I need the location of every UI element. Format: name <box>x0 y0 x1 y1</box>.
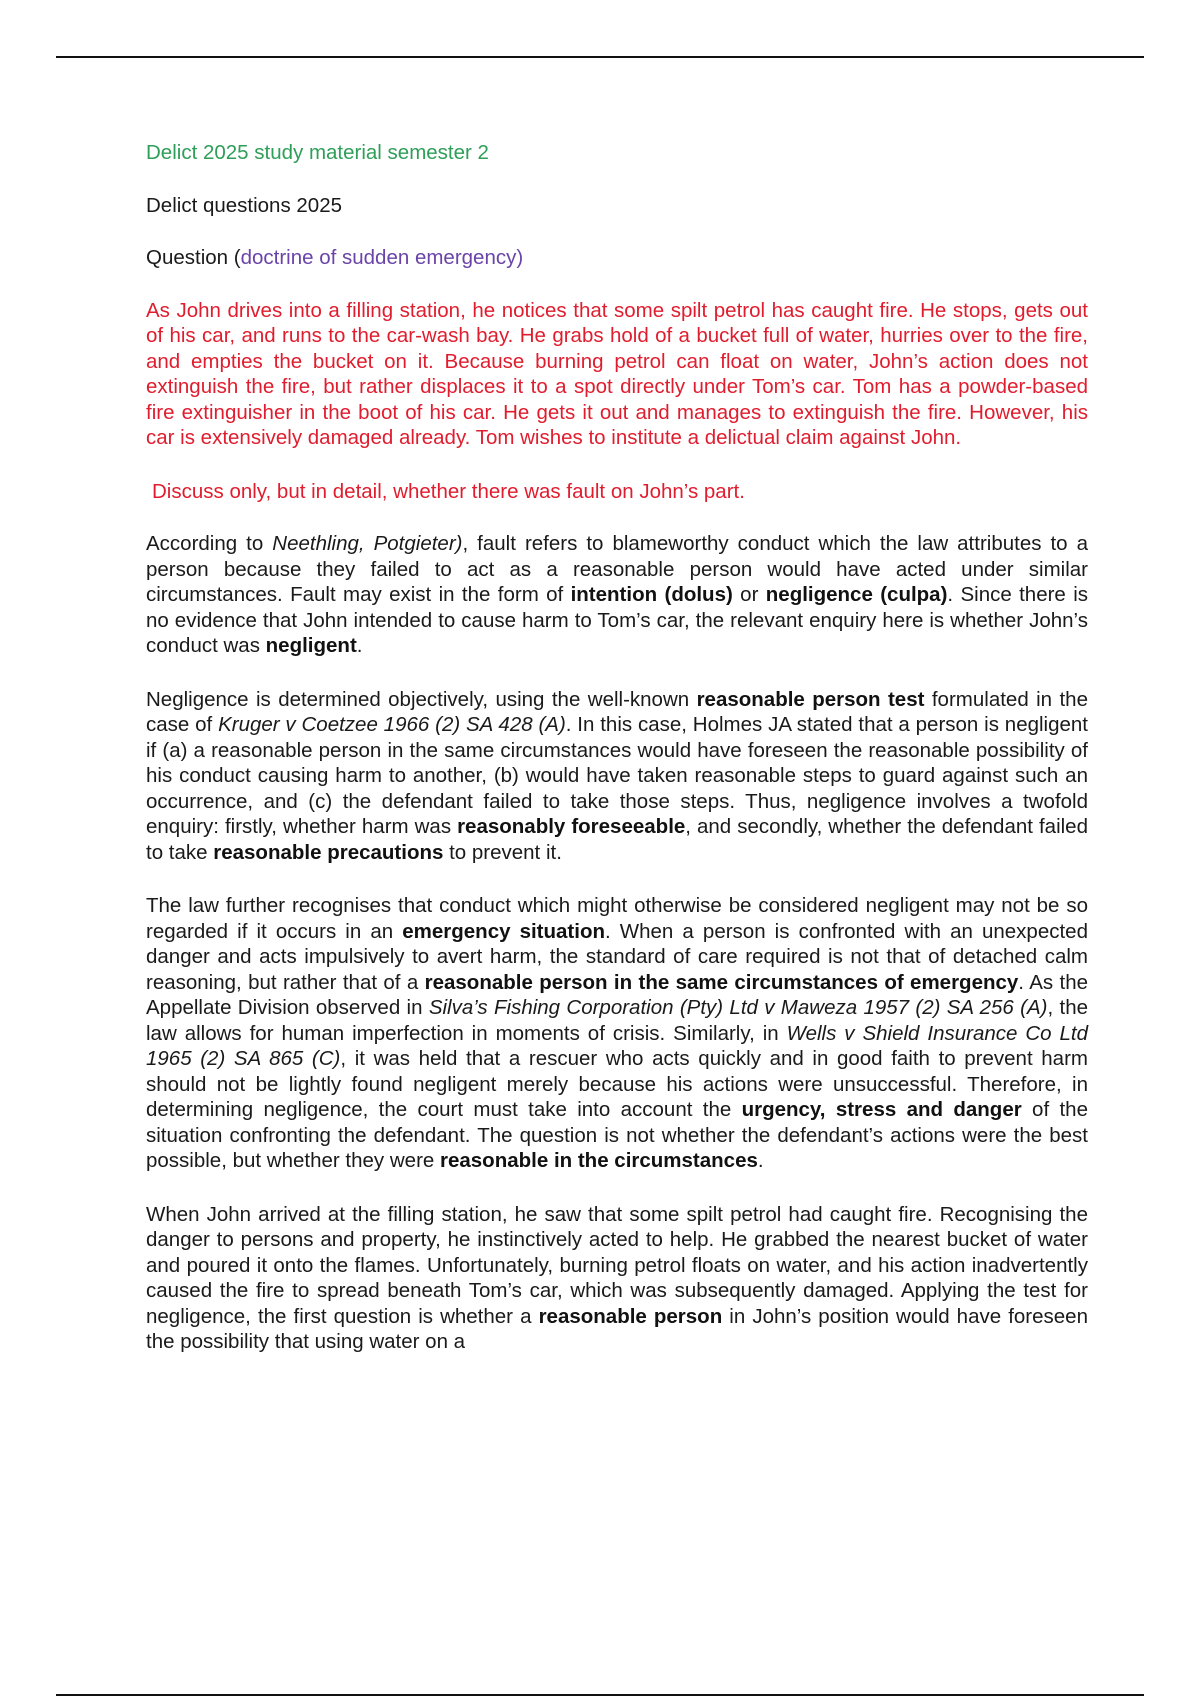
document-body <box>146 140 1088 1383</box>
document-subtitle: Delict questions 2025 <box>146 193 343 217</box>
bold-term: reasonable in the circumstances <box>440 1149 758 1172</box>
scenario-paragraph: As John drives into a filling station, he notices that some spilt petrol has caught fire. He stops, gets out of his car, and runs to the car-wash bay. He grabs hold of a bucket full of water, hurries over to the fire, and empties the bucket on it. Because burning petrol can float on water, John’s action does not extinguish the fire, but rather displaces it to a spot directly under Tom’s car. Tom has a powder-based fire extinguisher in the boot of his car. He gets it out and manages to extinguish the fire. However, his car is extensively damaged already. Tom wishes to institute a delictual claim against John. <box>146 298 1088 449</box>
bold-term: emergency situation <box>402 919 605 943</box>
bold-term: reasonable person test <box>696 687 925 711</box>
bold-term: reasonable person <box>538 1304 723 1328</box>
question-instruction: Discuss only, but in detail, whether there was fault on John’s part. <box>152 479 745 503</box>
text-run: , the law allows for human imperfection in moments of crisis. Similarly, in <box>146 996 1088 1045</box>
text-run: . When a person is confronted with an unexpected danger and acts impulsively to avert harm, the standard of care required is not that of detached calm reasoning, but rather that of a <box>146 919 1088 994</box>
case-citation: Wells v Shield Insurance Co Ltd 1965 (2) SA 865 (C) <box>146 1021 1088 1070</box>
bottom-rule <box>56 1694 1144 1696</box>
answer-paragraph-4 <box>146 1202 1088 1355</box>
text-run: When John arrived at the filling station, he saw that some spilt petrol had caught fire. Recognising the danger to persons and property, he instinctively acted to help. He grabbed the nearest bucket of water and poured it onto the flames. Unfortunately, burning petrol floats on water, and his action inadvertently caused the fire to spread beneath Tom’s car, which was subsequently damaged. Applying the test for negligence, the first question is whether a <box>146 1202 1088 1328</box>
bold-term: reasonable precautions <box>213 840 444 864</box>
text-run: , and secondly, whether the defendant failed to take <box>146 815 1088 864</box>
text-run: . In this case, Holmes JA stated that a person is negligent if (a) a reasonable person in the same circumstances would have foreseen the reasonable possibility of his conduct causing harm to another, (b) would have taken reasonable steps to guard against such an occurrence, and (c) the defendant failed to take those steps. Thus, negligence involves a twofold enquiry: firstly, whether harm was <box>146 713 1089 838</box>
author-reference: Neethling, Potgieter) <box>272 532 463 555</box>
text-run: . Since there is no evidence that John intended to cause harm to Tom’s car, the relevant enquiry here is whether John’s conduct was <box>146 583 1088 657</box>
question-label: Question ( <box>146 246 241 269</box>
text-run: formulated in the case of <box>146 687 1088 736</box>
bold-term: urgency, stress and danger <box>741 1098 1022 1121</box>
bold-term: negligence (culpa) <box>765 583 948 606</box>
question-heading <box>146 245 1088 271</box>
text-run: , fault refers to blameworthy conduct which the law attributes to a person because they failed to act as a reasonable person would have acted under similar circumstances. Fault may exist in the form of <box>146 532 1088 606</box>
bold-term: reasonably foreseeable <box>457 815 686 838</box>
text-run: of the situation confronting the defendant. The question is not whether the defendant’s actions were the best possible, but whether they were <box>146 1098 1088 1172</box>
bold-term: reasonable person in the same circumstances of emergency <box>424 970 1019 994</box>
text-run: . As the Appellate Division observed in <box>146 970 1088 1019</box>
top-rule <box>56 56 1144 58</box>
text-run: . <box>356 634 363 657</box>
text-run: The law further recognises that conduct which might otherwise be considered negligent may not be so regarded if it occurs in an <box>146 894 1088 943</box>
document-title: Delict 2025 study material semester 2 <box>146 141 489 164</box>
question-topic: doctrine of sudden emergency) <box>240 246 524 269</box>
text-run: . <box>757 1149 764 1172</box>
answer-paragraph-1 <box>146 531 1088 659</box>
bold-term: intention (dolus) <box>570 583 733 606</box>
text-run: According to <box>146 532 273 555</box>
bold-term: negligent <box>265 634 357 657</box>
answer-paragraph-2 <box>146 687 1088 866</box>
text-run: in John’s position would have foreseen the possibility that using water on a <box>146 1304 1088 1353</box>
text-run: , it was held that a rescuer who acts quickly and in good faith to prevent harm should not be lightly found negligent merely because his actions were unsuccessful. Therefore, in determining negligence, the court must take into account the <box>146 1047 1088 1121</box>
answer-paragraph-3 <box>146 893 1088 1174</box>
case-citation: Kruger v Coetzee 1966 (2) SA 428 (A) <box>218 713 566 736</box>
text-run: or <box>732 583 766 606</box>
text-run: to prevent it. <box>443 840 562 864</box>
case-citation: Silva’s Fishing Corporation (Pty) Ltd v Maweza 1957 (2) SA 256 (A) <box>428 996 1048 1019</box>
text-run: Negligence is determined objectively, using the well-known <box>146 687 697 711</box>
